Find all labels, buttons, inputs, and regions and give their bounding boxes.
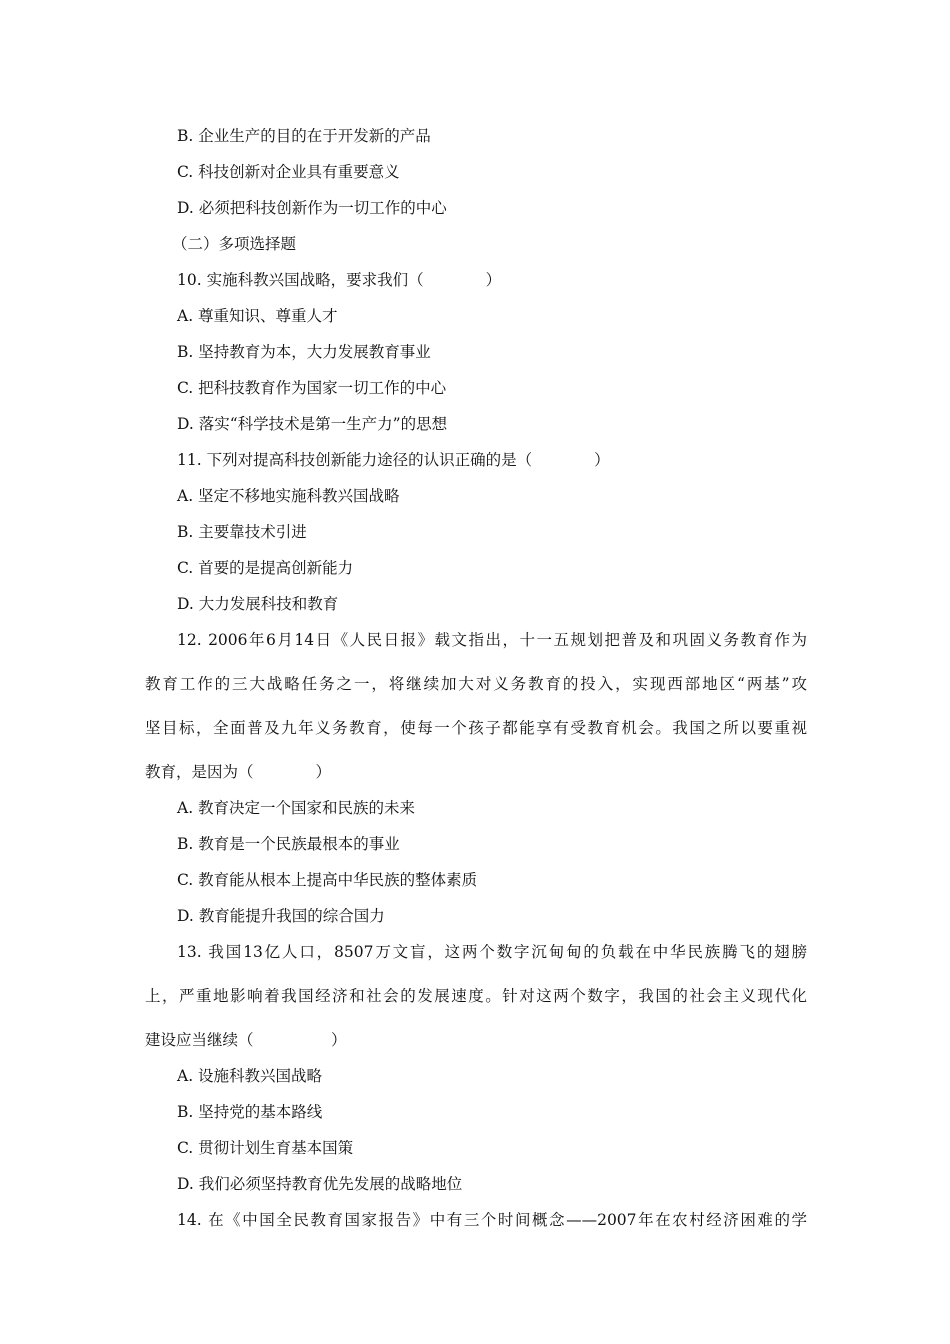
question-12-line-1: 12. 2006年6月14日《人民日报》载文指出，十一五规划把普及和巩固义务教育作为 — [177, 631, 807, 649]
option-9d: D. 必须把科技创新作为一切工作的中心 — [177, 199, 447, 217]
option-10a: A. 尊重知识、尊重人才 — [177, 307, 338, 325]
question-10: 10. 实施科教兴国战略，要求我们（ ） — [177, 271, 502, 289]
option-11b: B. 主要靠技术引进 — [177, 523, 307, 541]
option-10d: D. 落实“科学技术是第一生产力”的思想 — [177, 415, 448, 433]
option-13d: D. 我们必须坚持教育优先发展的战略地位 — [177, 1175, 463, 1193]
option-11d: D. 大力发展科技和教育 — [177, 595, 339, 613]
option-11a: A. 坚定不移地实施科教兴国战略 — [177, 487, 400, 505]
question-13-line-3: 建设应当继续（ ） — [145, 1031, 347, 1049]
option-12c: C. 教育能从根本上提高中华民族的整体素质 — [177, 871, 478, 889]
question-11: 11. 下列对提高科技创新能力途径的认识正确的是（ ） — [177, 451, 610, 469]
option-12d: D. 教育能提升我国的综合国力 — [177, 907, 385, 925]
option-13a: A. 设施科教兴国战略 — [177, 1067, 323, 1085]
question-13-line-1: 13. 我国13亿人口，8507万文盲，这两个数字沉甸甸的负载在中华民族腾飞的翅膀 — [177, 943, 807, 961]
option-13b: B. 坚持党的基本路线 — [177, 1103, 323, 1121]
question-12-line-2: 教育工作的三大战略任务之一，将继续加大对义务教育的投入，实现西部地区“两基”攻 — [145, 675, 807, 693]
option-12a: A. 教育决定一个国家和民族的未来 — [177, 799, 416, 817]
question-12-line-4: 教育，是因为（ ） — [145, 763, 332, 781]
question-13-line-2: 上，严重地影响着我国经济和社会的发展速度。针对这两个数字，我国的社会主义现代化 — [145, 987, 807, 1005]
question-14-line-1: 14. 在《中国全民教育国家报告》中有三个时间概念——2007年在农村经济困难的学 — [177, 1211, 807, 1229]
question-12-line-3: 坚目标，全面普及九年义务教育，使每一个孩子都能享有受教育机会。我国之所以要重视 — [145, 719, 807, 737]
option-12b: B. 教育是一个民族最根本的事业 — [177, 835, 400, 853]
option-10b: B. 坚持教育为本，大力发展教育事业 — [177, 343, 431, 361]
option-9b: B. 企业生产的目的在于开发新的产品 — [177, 127, 431, 145]
option-10c: C. 把科技教育作为国家一切工作的中心 — [177, 379, 447, 397]
option-9c: C. 科技创新对企业具有重要意义 — [177, 163, 400, 181]
option-11c: C. 首要的是提高创新能力 — [177, 559, 354, 577]
section-heading: （二）多项选择题 — [172, 235, 297, 253]
option-13c: C. 贯彻计划生育基本国策 — [177, 1139, 354, 1157]
